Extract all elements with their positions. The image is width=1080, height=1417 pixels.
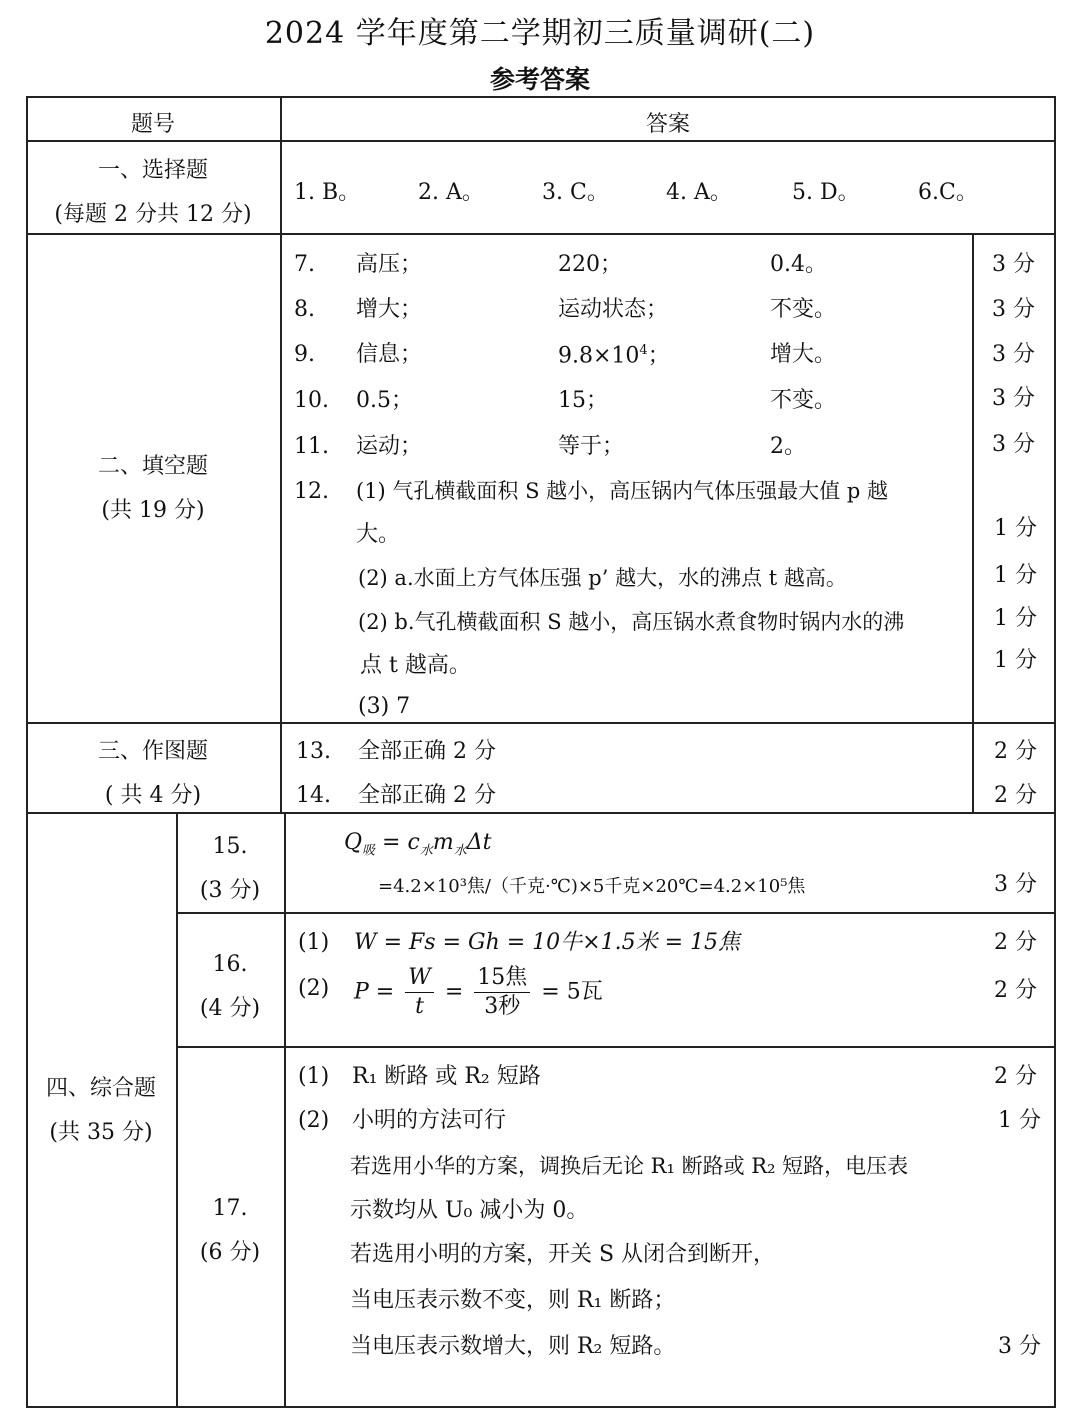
sec3-label: 三、作图题: [97, 739, 208, 764]
q12-line-2: 大。: [356, 522, 401, 547]
q17-line-3: 若选用小华的方案，调换后无论 R₁ 断路或 R₂ 短路，电压表: [350, 1154, 909, 1178]
q17-line-1: R₁ 断路 或 R₂ 短路: [352, 1064, 541, 1089]
q16-power-formula: P = $\frac{W}{t}$ = $\frac{\text{15焦}}{\text{3秒}}$ = 5瓦: [354, 965, 603, 1020]
q11-number: 11.: [294, 434, 329, 459]
mc-answer-6: 6.C。: [918, 180, 978, 205]
q17-line-4: 示数均从 U₀ 减小为 0。: [350, 1198, 589, 1223]
sec1-points: (每题 2 分共 12 分): [54, 202, 252, 227]
q15-score: 3 分: [994, 872, 1037, 897]
q17-line-5: 若选用小明的方案，开关 S 从闭合到断开，: [350, 1242, 776, 1267]
document-subtitle: 参考答案: [489, 65, 590, 94]
q16-part2-label: (2): [298, 976, 330, 1001]
q17-line-7: 当电压表示数增大，则 R₂ 短路。: [350, 1334, 676, 1359]
q17-score-1: 2 分: [994, 1064, 1037, 1089]
q11-score: 3 分: [992, 432, 1035, 457]
q8-score: 3 分: [992, 297, 1035, 322]
q8-answer-a: 增大；: [356, 297, 423, 322]
q17-score-3: 3 分: [998, 1334, 1041, 1359]
sec1-label: 一、选择题: [97, 158, 208, 183]
q10-score: 3 分: [992, 386, 1035, 411]
q13-answer: 全部正确 2 分: [358, 739, 496, 764]
q15-number: 15.: [212, 834, 248, 859]
q16-part1-label: (1): [298, 930, 330, 955]
sec4-points: (共 35 分): [49, 1120, 153, 1145]
q9-answer-b: $9.8\times 10^4$；: [558, 343, 670, 369]
rule-col-main: [280, 96, 282, 812]
q12-line-6: (3) 7: [358, 694, 411, 719]
q14-score: 2 分: [994, 783, 1037, 808]
q15-formula: $Q_吸 = c_水m_水\Delta t$: [344, 830, 492, 859]
q12-score-3: 1 分: [994, 606, 1037, 631]
q12-line-5: 点 t 越高。: [360, 653, 471, 678]
q17-number: 17.: [212, 1196, 248, 1221]
q17-score-2: 1 分: [998, 1108, 1041, 1133]
q17-part1-label: (1): [298, 1064, 330, 1089]
q12-score-1: 1 分: [994, 516, 1037, 541]
rule-col-score: [972, 233, 974, 812]
q12-line-4: (2) b.气孔横截面积 S 越小，高压锅水煮食物时锅内水的沸: [358, 610, 905, 634]
q16-work-formula: W = Fs = Gh = 10牛×1.5米 = 15焦: [354, 930, 740, 955]
q17-points: (6 分): [199, 1240, 261, 1265]
mc-answer-4: 4. A。: [666, 180, 732, 205]
q8-number: 8.: [294, 297, 315, 322]
q9-answer-a: 信息；: [356, 342, 423, 367]
rule-sec3: [26, 812, 1056, 814]
mc-answer-2: 2. A。: [418, 180, 484, 205]
q13-number: 13.: [296, 739, 331, 764]
sec3-points: ( 共 4 分): [104, 783, 202, 808]
q10-answer-c: 不变。: [770, 388, 837, 413]
rule-col-answer: [284, 812, 286, 1408]
header-qnum: 题号: [130, 112, 175, 137]
q12-score-4: 1 分: [994, 648, 1037, 673]
sec4-label: 四、综合题: [45, 1076, 156, 1101]
q14-answer: 全部正确 2 分: [358, 783, 496, 808]
q15-calculation: =4.2×10³焦/（千克·℃)×5千克×20℃=4.2×10⁵焦: [378, 876, 806, 897]
fraction-w-over-t: $\frac{W}{t}$: [405, 966, 434, 1019]
mc-answer-1: 1. B。: [294, 180, 361, 205]
q12-score-2: 1 分: [994, 563, 1037, 588]
document-title: 2024 学年度第二学期初三质量调研(二): [264, 16, 816, 51]
q10-number: 10.: [294, 388, 329, 413]
q12-line-1: (1) 气孔横截面积 S 越小，高压锅内气体压强最大值 p 越: [356, 479, 888, 503]
q10-answer-a: 0.5；: [356, 388, 413, 413]
fraction-values: $\frac{\text{15焦}}{\text{3秒}}$: [474, 966, 530, 1019]
q17-line-6: 当电压表示数不变，则 R₁ 断路；: [350, 1288, 676, 1313]
q8-answer-b: 运动状态；: [558, 297, 669, 322]
q12-line-3: (2) a.水面上方气体压强 p’ 越大，水的沸点 t 越高。: [358, 566, 847, 590]
mc-answer-5: 5. D。: [792, 180, 860, 205]
q7-answer-a: 高压；: [356, 252, 423, 277]
header-answer: 答案: [645, 112, 690, 137]
sec2-points: (共 19 分): [101, 498, 205, 523]
q15-points: (3 分): [199, 878, 261, 903]
q9-number: 9.: [294, 342, 315, 367]
q9-score: 3 分: [992, 342, 1035, 367]
rule-q15: [176, 912, 1056, 914]
q13-score: 2 分: [994, 739, 1037, 764]
q7-number: 7.: [294, 252, 315, 277]
q17-line-2: 小明的方法可行: [352, 1108, 507, 1133]
q16-number: 16.: [212, 952, 248, 977]
q11-answer-b: 等于；: [558, 434, 625, 459]
q7-answer-c: 0.4。: [770, 252, 827, 277]
q7-answer-b: 220；: [558, 252, 622, 277]
q16-score-1: 2 分: [994, 930, 1037, 955]
q16-points: (4 分): [199, 996, 261, 1021]
rule-q16: [176, 1046, 1056, 1048]
q12-number: 12.: [294, 479, 329, 504]
q9-answer-c: 增大。: [770, 342, 837, 367]
q10-answer-b: 15；: [558, 388, 608, 413]
rule-header: [26, 140, 1056, 142]
mc-answer-3: 3. C。: [542, 180, 609, 205]
q17-part2-label: (2): [298, 1108, 330, 1133]
q8-answer-c: 不变。: [770, 297, 837, 322]
q14-number: 14.: [296, 783, 331, 808]
q11-answer-c: 2。: [770, 434, 806, 459]
q7-score: 3 分: [992, 252, 1035, 277]
q11-answer-a: 运动；: [356, 434, 423, 459]
sec2-label: 二、填空题: [97, 454, 208, 479]
q16-score-2: 2 分: [994, 978, 1037, 1003]
rule-sec2: [26, 722, 1056, 724]
rule-sec1: [26, 233, 1056, 235]
